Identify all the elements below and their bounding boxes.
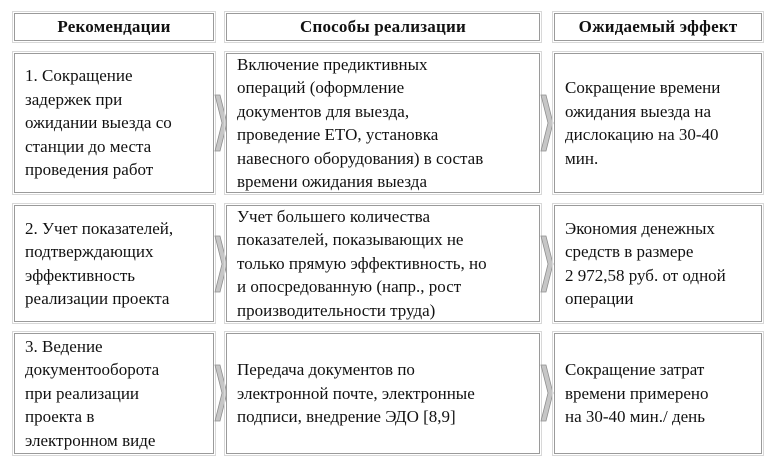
row-2-recommendation-text: 2. Учет показателей, подтверждающих эффективность реализации проекта [25, 218, 174, 308]
header-methods [226, 13, 540, 41]
row-1-effect-text: Сокращение времени ожидания выезда на дислокацию на 30-40 мин. [565, 78, 721, 168]
row-3-method-text: Передача документов по электронной почте, электронные подписи, внедрение ЭДО [8,9] [237, 360, 475, 427]
row-1-effect [554, 53, 762, 193]
row-2-effect-text: Экономия денежных средств в размере 2 972,58 руб. от одной операции [565, 218, 726, 308]
row-3-effect-text: Сокращение затрат времени примерено на 30-40 мин./ день [565, 360, 709, 427]
row-3-method [226, 333, 540, 454]
row-3-effect [554, 333, 762, 454]
row-2-method-text: Учет большего количества показателей, показывающих не только прямую эффективность, но и опосредованную (напр., рост производительности труда) [237, 206, 487, 320]
row-3-effect-chevron-icon [540, 364, 554, 422]
row-2-effect [554, 205, 762, 322]
row-3-recommendation [14, 333, 214, 454]
row-2-recommendation [14, 205, 214, 322]
header-recommendations-label: Рекомендации [57, 17, 171, 36]
header-methods-label: Способы реализации [300, 17, 466, 36]
row-2-method [226, 205, 540, 322]
row-1-method [226, 53, 540, 193]
row-3-recommendation-text: 3. Ведение документооборота при реализации проекта в электронном виде [25, 336, 160, 450]
header-recommendations [14, 13, 214, 41]
row-1-effect-chevron-icon [540, 94, 554, 152]
row-1-recommendation-text: 1. Сокращение задержек при ожидании выезда со станции до места проведения работ [25, 66, 172, 180]
row-2-effect-chevron-icon [540, 235, 554, 293]
row-1-method-text: Включение предиктивных операций (оформление документов для выезда, проведение ЕТО, установка навесного оборудования) в состав времени ожидания выезда [237, 54, 484, 191]
row-1-recommendation [14, 53, 214, 193]
header-effect-label: Ожидаемый эффект [578, 17, 738, 36]
header-effect [554, 13, 762, 41]
